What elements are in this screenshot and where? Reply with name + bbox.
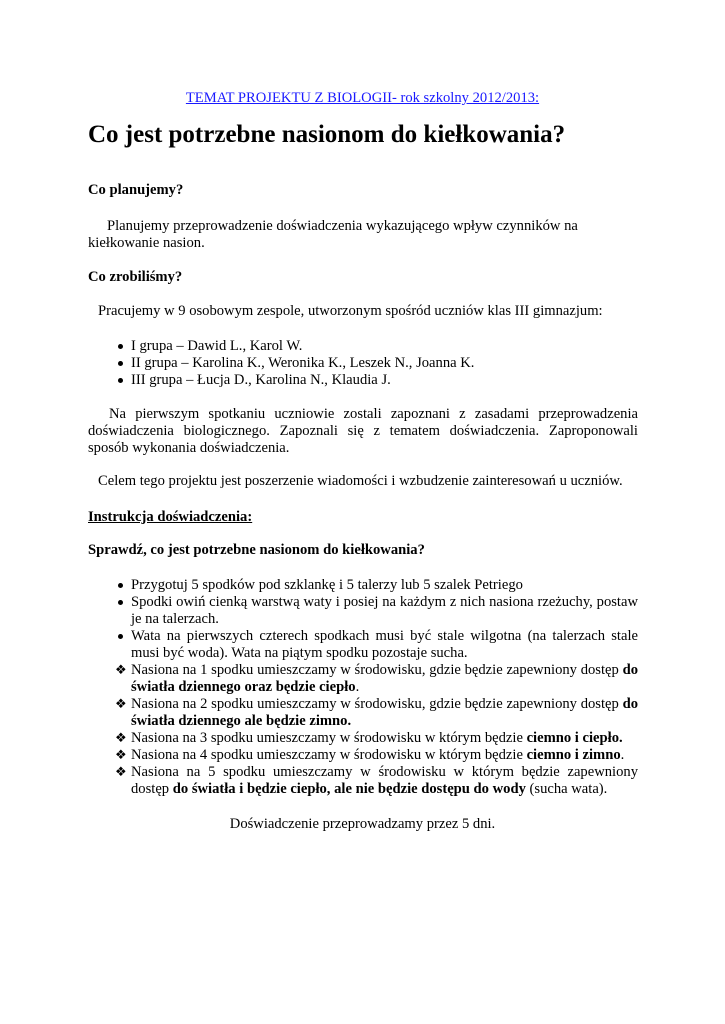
list-item: ❖ Nasiona na 3 spodku umieszczamy w środowisku w którym będzie ciemno i ciepło. bbox=[115, 730, 623, 746]
list-item: ❖ Nasiona na 4 spodku umieszczamy w środowisku w którym będzie ciemno i zimno. bbox=[115, 747, 625, 763]
page-title: Co jest potrzebne nasionom do kiełkowania? bbox=[88, 121, 566, 148]
bullet-icon bbox=[118, 583, 123, 588]
list-item: ❖ Nasiona na 2 spodku umieszczamy w środowisku, gdzie będzie zapewniony dostęp do światła dziennego ale będzie zimno. bbox=[115, 696, 638, 729]
list-item: II grupa – Karolina K., Weronika K., Leszek N., Joanna K. bbox=[88, 355, 638, 372]
list-item: Spodki owiń cienką warstwą waty i posiej na każdym z nich nasiona rzeżuchy, postaw je na talerzach. bbox=[88, 594, 638, 628]
bullet-icon bbox=[118, 344, 123, 349]
plan-heading: Co planujemy? bbox=[88, 182, 184, 198]
list-item: Wata na pierwszych czterech spodkach musi być stale wilgotna (na talerzach stale musi być woda). Wata na piątym spodku pozostaje sucha. bbox=[88, 628, 638, 662]
diamond-bullet-icon: ❖ bbox=[115, 697, 127, 712]
duration-line: Doświadczenie przeprowadzamy przez 5 dni. bbox=[229, 816, 496, 832]
list-item: III grupa – Łucja D., Karolina N., Klaudia J. bbox=[88, 372, 638, 389]
diamond-bullet-icon: ❖ bbox=[115, 731, 127, 746]
list-item: Przygotuj 5 spodków pod szklankę i 5 talerzy lub 5 szalek Petriego bbox=[88, 577, 638, 594]
bullet-icon bbox=[118, 634, 123, 639]
list-item: I grupa – Dawid L., Karol W. bbox=[88, 338, 638, 355]
diamond-bullet-icon: ❖ bbox=[115, 748, 127, 763]
bullet-icon bbox=[118, 600, 123, 605]
bullet-icon bbox=[118, 378, 123, 383]
meeting-paragraph: Na pierwszym spotkaniu uczniowie zostali zapoznani z zasadami przeprowadzenia doświadczenia biologicznego. Zapoznali się z tematem doświadczenia. Zaproponowali sposób wykonania doświadczenia. bbox=[88, 406, 638, 456]
bullet-icon bbox=[118, 361, 123, 366]
team-paragraph: Pracujemy w 9 osobowym zespole, utworzonym spośród uczniów klas III gimnazjum: bbox=[98, 303, 603, 319]
diamond-bullet-icon: ❖ bbox=[115, 765, 127, 780]
groups-list bbox=[88, 338, 638, 389]
done-heading: Co zrobiliśmy? bbox=[88, 269, 183, 285]
diamond-bullet-icon: ❖ bbox=[115, 663, 127, 678]
goal-paragraph: Celem tego projektu jest poszerzenie wiadomości i wzbudzenie zainteresowań u uczniów. bbox=[98, 473, 623, 489]
question-heading: Sprawdź, co jest potrzebne nasionom do kiełkowania? bbox=[88, 542, 425, 558]
project-topic: TEMAT PROJEKTU Z BIOLOGII- rok szkolny 2012/2013: bbox=[185, 90, 540, 106]
plan-paragraph: Planujemy przeprowadzenie doświadczenia wykazującego wpływ czynników na kiełkowanie nasion. bbox=[88, 218, 578, 251]
steps-list bbox=[88, 577, 638, 798]
instructions-heading: Instrukcja doświadczenia: bbox=[88, 509, 253, 525]
list-item: ❖ Nasiona na 5 spodku umieszczamy w środowisku w którym będzie zapewniony dostęp do światła i będzie ciepło, ale nie będzie dostępu do wody (sucha wata). bbox=[115, 764, 638, 797]
list-item: ❖ Nasiona na 1 spodku umieszczamy w środowisku, gdzie będzie zapewniony dostęp do światła dziennego oraz będzie ciepło. bbox=[115, 662, 638, 695]
